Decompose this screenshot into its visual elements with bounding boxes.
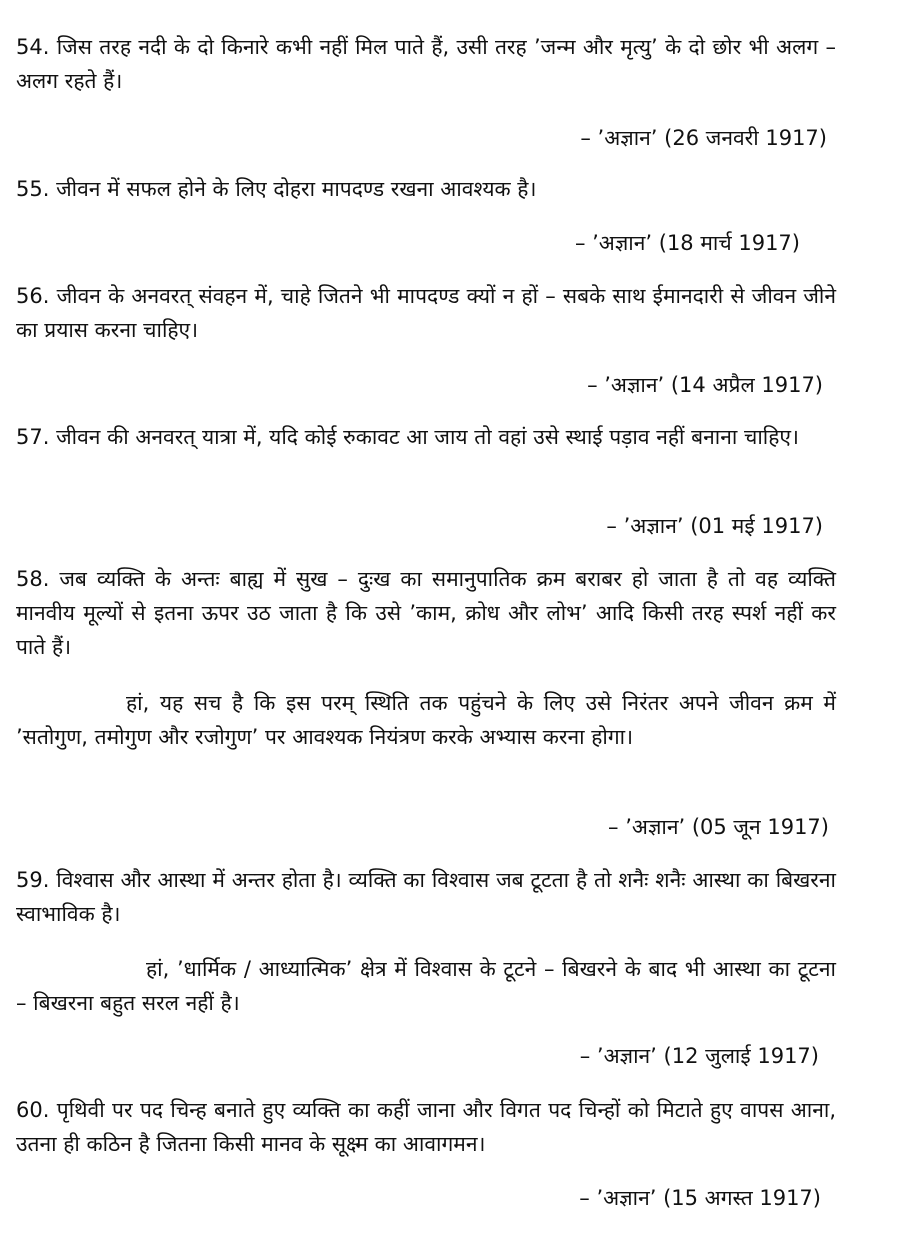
- quote-57-attribution: – ’अज्ञान’ (01 मई 1917): [606, 514, 823, 538]
- quote-54-text: 54. जिस तरह नदी के दो किनारे कभी नहीं मिल पाते हैं, उसी तरह ’जन्म और मृत्यु’ के दो छोर भी अलग – अलग रहते हैं।: [16, 35, 836, 93]
- quote-60-text: 60. पृथिवी पर पद चिन्ह बनाते हुए व्यक्ति का कहीं जाना और विगत पद चिन्हों को मिटाते हुए वापस आना, उतना ही कठिन है जितना किसी मानव के सूक्ष्म का आवागमन।: [16, 1098, 836, 1156]
- quote-58-text: 58. जब व्यक्ति के अन्तः बाह्य में सुख – दुःख का समानुपातिक क्रम बराबर हो जाता है तो वह व्यक्ति मानवीय मूल्यों से इतना ऊपर उठ जाता है कि उसे ’काम, क्रोध और लोभ’ आदि किसी तरह स्पर्श नहीं कर पाते हैं।: [16, 567, 836, 659]
- quote-58-continuation: हां, यह सच है कि इस परम् स्थिति तक पहुंचने के लिए उसे निरंतर अपने जीवन क्रम में ’सतोगुण, तमोगुण और रजोगुण’ पर आवश्यक नियंत्रण करके अभ्यास करना होगा।: [16, 691, 836, 749]
- quote-56-text: 56. जीवन के अनवरत् संवहन में, चाहे जितने भी मापदण्ड क्यों न हों – सबके साथ ईमानदारी से जीवन जीने का प्रयास करना चाहिए।: [16, 284, 836, 342]
- quote-59-text: 59. विश्वास और आस्था में अन्तर होता है। व्यक्ति का विश्वास जब टूटता है तो शनैः शनैः आस्था का बिखरना स्वाभाविक है।: [16, 868, 836, 926]
- quote-54-attribution: – ’अज्ञान’ (26 जनवरी 1917): [580, 126, 827, 150]
- quote-57-text: 57. जीवन की अनवरत् यात्रा में, यदि कोई रुकावट आ जाय तो वहां उसे स्थाई पड़ाव नहीं बनाना चाहिए।: [16, 425, 799, 449]
- quote-55-text: 55. जीवन में सफल होने के लिए दोहरा मापदण्ड रखना आवश्यक है।: [16, 177, 537, 201]
- quote-59-continuation: हां, ’धार्मिक / आध्यात्मिक’ क्षेत्र में विश्वास के टूटने – बिखरने के बाद भी आस्था का टूटना – बिखरना बहुत सरल नहीं है।: [16, 957, 836, 1015]
- quote-55-attribution: – ’अज्ञान’ (18 मार्च 1917): [574, 231, 800, 255]
- quote-56-attribution: – ’अज्ञान’ (14 अप्रैल 1917): [587, 373, 823, 397]
- quote-60-attribution: – ’अज्ञान’ (15 अगस्त 1917): [579, 1186, 821, 1210]
- quote-58-attribution: – ’अज्ञान’ (05 जून 1917): [608, 815, 829, 839]
- quote-59-attribution: – ’अज्ञान’ (12 जुलाई 1917): [579, 1044, 819, 1068]
